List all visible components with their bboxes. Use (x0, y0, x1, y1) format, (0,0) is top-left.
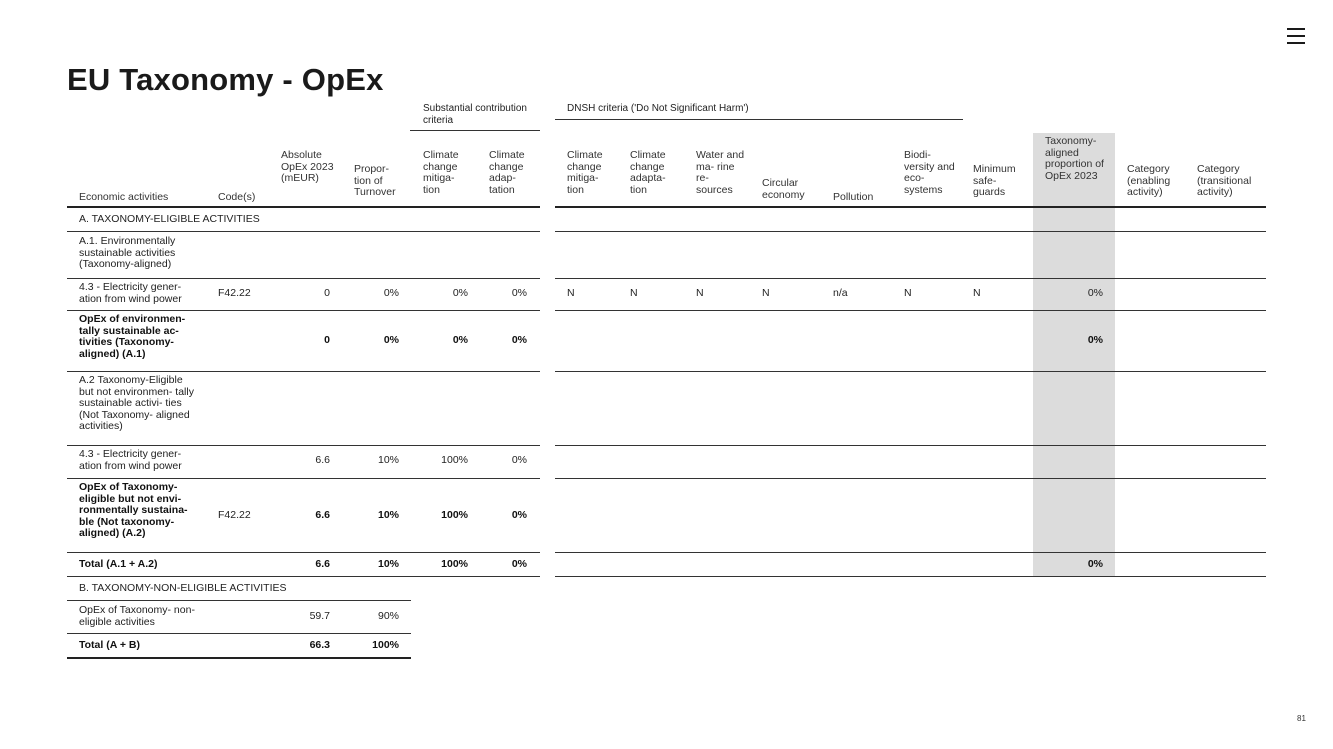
col-proportion: Propor- tion of Turnover (354, 163, 396, 198)
col-circular: Circular economy (762, 177, 805, 201)
section-b: B. TAXONOMY-NON-ELIGIBLE ACTIVITIES (79, 582, 287, 594)
col-category-enabling: Category (enabling activity) (1127, 163, 1171, 198)
row-activity: OpEx of Taxonomy- non-eligible activities (79, 604, 195, 628)
row-prop: 10% (377, 509, 399, 521)
row-sc-adp: 0% (511, 287, 527, 299)
row-abs: 6.6 (315, 558, 330, 570)
row-sc-adp: 0% (511, 454, 527, 466)
row-abs: 66.3 (309, 639, 330, 651)
row-sc-mit: 0% (452, 334, 468, 346)
col-sc-mitigation: Climate change mitiga- tion (423, 149, 459, 196)
row-sc-mit: 100% (441, 558, 468, 570)
group-substantial-contribution: Substantial contribution criteria (410, 103, 540, 131)
row-aligned: 0% (1087, 558, 1103, 570)
col-pollution: Pollution (833, 191, 874, 203)
col-safeguards: Minimum safe- guards (973, 163, 1016, 198)
row-sc-mit: 100% (441, 509, 468, 521)
section-a: A. TAXONOMY-ELIGIBLE ACTIVITIES (79, 213, 260, 225)
row-circular: N (762, 287, 770, 299)
section-a2: A.2 Taxonomy-Eligible but not environmen- tally sustainable activi- ties (Not Taxonomy- aligned activities) (79, 374, 194, 432)
col-category-transitional: Category (transitional activity) (1197, 163, 1252, 198)
col-sc-adaptation: Climate change adap- tation (489, 149, 525, 196)
col-dnsh-mitigation: Climate change mitiga- tion (567, 149, 603, 196)
row-activity: OpEx of environmen- tally sustainable ac- tivities (Taxonomy- aligned) (A.1) (79, 313, 186, 360)
col-code: Code(s) (218, 191, 256, 203)
row-abs: 0 (324, 287, 330, 299)
col-abs-opex: Absolute OpEx 2023 (mEUR) (281, 149, 334, 184)
group-dnsh: DNSH criteria ('Do Not Significant Harm') (555, 103, 963, 120)
row-prop: 10% (377, 558, 399, 570)
row-prop: 100% (372, 639, 399, 651)
row-prop: 90% (377, 610, 399, 622)
row-aligned: 0% (1087, 287, 1103, 299)
row-abs: 6.6 (315, 509, 330, 521)
section-a1: A.1. Environmentally sustainable activities (Taxonomy-aligned) (79, 235, 176, 270)
row-activity: OpEx of Taxonomy- eligible but not envi- ronmentally sustaina- ble (Not taxonomy- aligned) (A.2) (79, 481, 188, 539)
menu-icon[interactable] (1287, 28, 1305, 44)
row-sc-adp: 0% (511, 334, 527, 346)
col-water: Water and ma- rine re- sources (696, 149, 745, 196)
row-dnsh-adp: N (630, 287, 638, 299)
row-abs: 59.7 (309, 610, 330, 622)
row-water: N (696, 287, 704, 299)
row-sc-adp: 0% (511, 558, 527, 570)
row-sc-mit: 100% (441, 454, 468, 466)
col-aligned-proportion: Taxonomy- aligned proportion of OpEx 2023 (1045, 135, 1104, 182)
row-dnsh-mit: N (567, 287, 575, 299)
page-title: EU Taxonomy - OpEx (67, 62, 384, 97)
row-activity: 4.3 - Electricity gener- ation from wind power (79, 281, 182, 305)
row-code: F42.22 (218, 509, 251, 521)
col-activity: Economic activities (79, 191, 169, 203)
row-activity: Total (A.1 + A.2) (79, 558, 158, 570)
row-pollution: n/a (833, 287, 848, 299)
row-bio: N (904, 287, 912, 299)
row-activity: Total (A + B) (79, 639, 140, 651)
row-aligned: 0% (1087, 334, 1103, 346)
row-sc-adp: 0% (511, 509, 527, 521)
row-safeguards: N (973, 287, 981, 299)
aligned-proportion-highlight (1033, 133, 1115, 577)
col-biodiversity: Biodi- versity and eco- systems (904, 149, 955, 196)
row-abs: 6.6 (315, 454, 330, 466)
row-prop: 0% (383, 287, 399, 299)
row-prop: 0% (383, 334, 399, 346)
col-dnsh-adaptation: Climate change adapta- tion (630, 149, 666, 196)
row-prop: 10% (377, 454, 399, 466)
row-activity: 4.3 - Electricity gener- ation from wind power (79, 448, 182, 472)
row-code: F42.22 (218, 287, 251, 299)
row-sc-mit: 0% (452, 287, 468, 299)
row-abs: 0 (324, 334, 330, 346)
page-number: 81 (1297, 714, 1306, 723)
